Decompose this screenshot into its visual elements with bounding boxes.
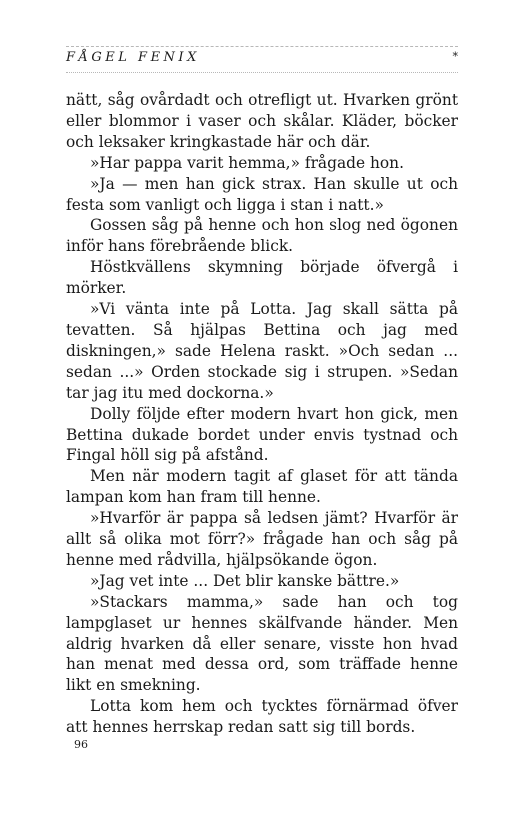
paragraph: »Hvarför är pappa så ledsen jämt? Hvarför är allt så olika mot förr?» frågade han och såg på henne med rådvilla, hjälpsökande ögon. [66, 509, 458, 569]
running-title: FÅGEL FENIX [66, 50, 200, 65]
page-number: 96 [74, 738, 88, 751]
paragraph: »Jag vet inte ... Det blir kanske bättre.» [90, 571, 400, 590]
paragraph-continued: nätt, såg ovårdadt och otrefligt ut. Hvarken grönt eller blommor i vaser och skålar. Kläder, böcker och leksaker kringkastade här och där. [66, 91, 458, 151]
paragraph: Höstkvällens skymning började öfvergå i mörker. [66, 258, 458, 298]
header-top-rule [66, 46, 458, 47]
paragraph: Men när modern tagit af glaset för att tända lampan kom han fram till henne. [66, 467, 458, 507]
paragraph: Gossen såg på henne och hon slog ned ögonen inför hans förebrående blick. [66, 216, 458, 256]
paragraph: Dolly följde efter modern hvart hon gick, men Bettina dukade bordet under envis tystnad och Fingal höll sig på afstånd. [66, 404, 458, 465]
running-header [66, 46, 458, 80]
paragraph: »Har pappa varit hemma,» frågade hon. [90, 153, 404, 172]
paragraph: »Vi vänta inte på Lotta. Jag skall sätta på tevatten. Så hjälpas Bettina och jag med diskningen,» sade Helena raskt. »Och sedan ... sedan ...» Orden stockade sig i strupen. »Sedan tar jag itu med dockorna.» [66, 300, 458, 402]
body-text [66, 90, 458, 738]
paragraph: Lotta kom hem och tycktes förnärmad öfver att hennes herrskap redan satt sig till bords. [66, 697, 458, 737]
header-ornament: * [452, 50, 458, 63]
paragraph: »Ja — men han gick strax. Han skulle ut och festa som vanligt och ligga i stan i natt.» [66, 174, 458, 214]
header-bottom-rule [66, 72, 458, 73]
paragraph: »Stackars mamma,» sade han och tog lampglaset ur hennes skälfvande händer. Men aldrig hvarken då eller senare, visste hon hvad han menat med dessa ord, som träffade henne likt en smekning. [66, 592, 458, 695]
